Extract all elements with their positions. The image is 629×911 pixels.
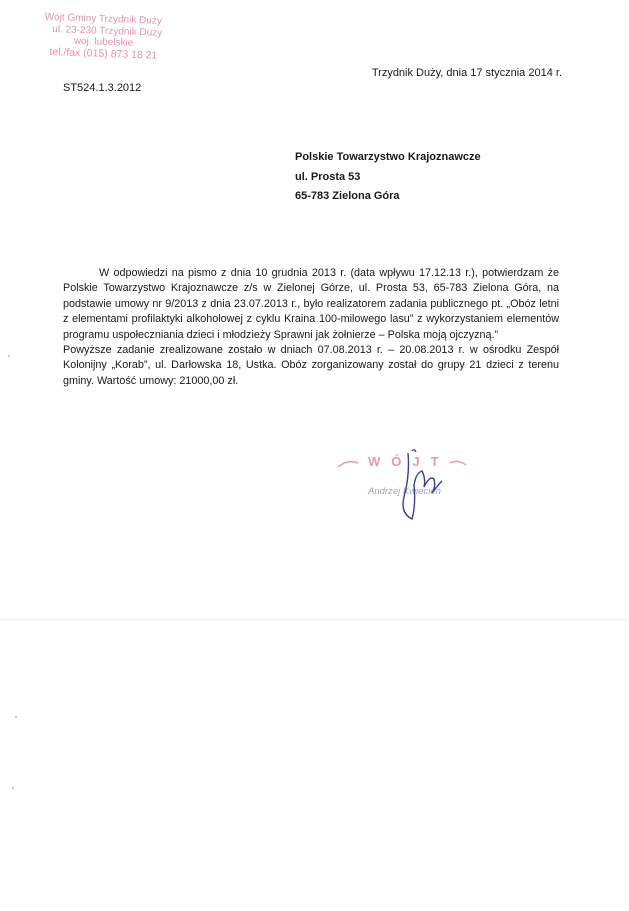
place-and-date: Trzydnik Duży, dnia 17 stycznia 2014 r. [371, 67, 562, 79]
recipient-street: ul. Prosta 53 [295, 170, 361, 183]
signature-stamp-title: WÓJT [368, 454, 450, 469]
stamp-line-4: tel./fax (015) 873 18 21 [49, 45, 158, 62]
reference-number: ST524.1.3.2012 [63, 82, 142, 94]
handwritten-signature-icon [330, 445, 480, 525]
stamp-line-1: Wójt Gminy Trzydnik Duży [44, 11, 163, 27]
scan-speck [15, 716, 17, 718]
body-paragraph-2: Powyższe zadanie zrealizowane zostało w dniach 07.08.2013 r. – 20.08.2013 r. w ośrodku Zespół Kolonijny „Korab”, ul. Darłowska 18, Ustka. Obóz zorganizowany został do grupy 21 dzieci z terenu gminy. Wartość umowy: 21000,00 zł. [63, 344, 559, 387]
signature-stamp-name: Andrzej Kwiecień [368, 486, 441, 497]
page-fold-line [0, 619, 629, 620]
recipient-city: 65-783 Zielona Góra [295, 190, 400, 202]
stamp-line-3: woj. lubelskie [73, 35, 134, 49]
recipient-name: Polskie Towarzystwo Krajoznawcze [295, 151, 481, 163]
recipient-address [295, 148, 481, 207]
scan-speck [8, 355, 10, 357]
letter-body [63, 266, 559, 389]
signature-block [330, 445, 480, 525]
scan-speck [12, 787, 14, 789]
stamp-line-2: ul. 23-230 Trzydnik Duży [52, 23, 163, 39]
office-stamp [43, 12, 175, 63]
body-paragraph-1: W odpowiedzi na pismo z dnia 10 grudnia 2013 r. (data wpływu 17.12.13 r.), potwierdzam że Polskie Towarzystwo Krajoznawcze z/s w Zielonej Górze, ul. Prosta 53, 65-783 Zielona Góra, na podstawie umowy nr 9/2013 z dnia 23.07.2013 r., było realizatorem zadania publicznego pt. „Obóz letni z elementami profilaktyki alkoholowej z cyklu Kraina 100-milowego lasu” z wykorzystaniem elementów programu uspołeczniania dzieci i młodzieży Sprawni jak żołnierze – Polska moją ojczyzną.” [63, 267, 559, 341]
